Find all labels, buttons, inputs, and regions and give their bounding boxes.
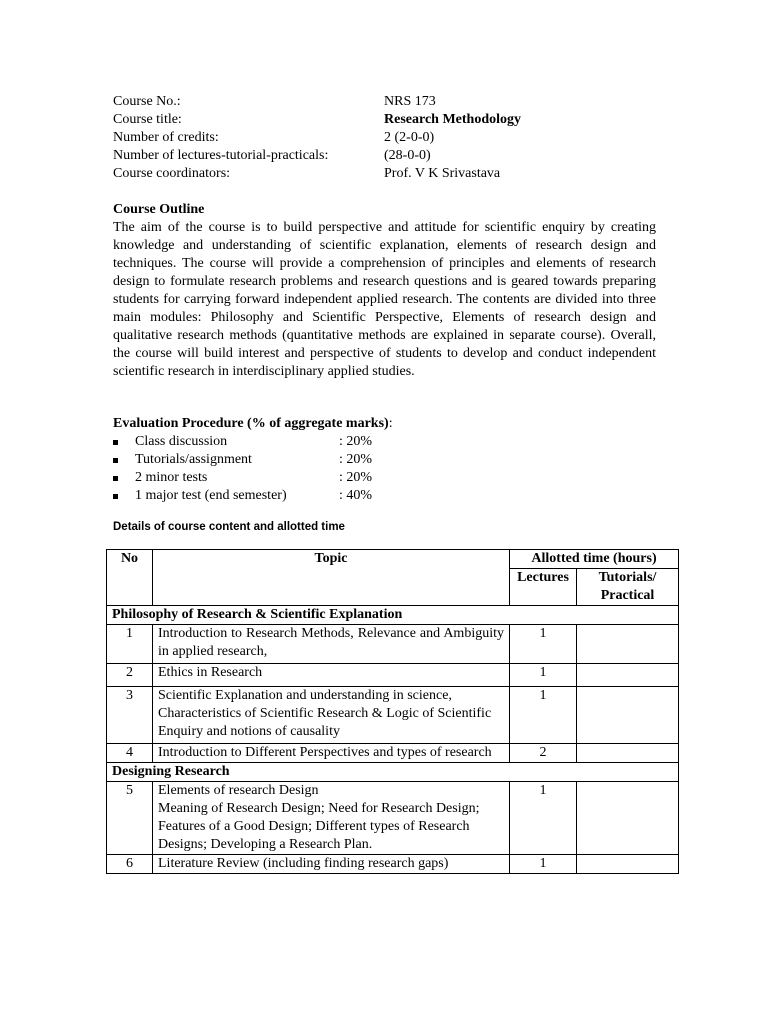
row-lectures: 1 <box>510 664 577 687</box>
coordinators-value: Prof. V K Srivastava <box>384 166 501 181</box>
credits-row <box>113 129 673 147</box>
course-title-label: Course title: <box>113 112 182 127</box>
row-tutorials <box>577 782 679 855</box>
lectures-row <box>113 147 673 165</box>
details-heading: Details of course content and allotted time <box>113 521 345 533</box>
row-tutorials <box>577 664 679 687</box>
row-lectures: 1 <box>510 855 577 874</box>
table-row <box>107 625 679 664</box>
row-topic: Scientific Explanation and understanding in science, Characteristics of Scientific Research & Logic of Scientific Enquiry and notions of causality <box>153 687 510 744</box>
row-number: 5 <box>107 782 153 855</box>
evaluation-item <box>113 451 413 469</box>
row-lectures: 1 <box>510 625 577 664</box>
table-row <box>107 855 679 874</box>
course-number-row <box>113 93 673 111</box>
square-bullet-icon <box>113 476 118 481</box>
credits-value: 2 (2-0-0) <box>384 130 435 145</box>
row-topic-title: Elements of research Design <box>158 783 319 798</box>
course-title-value: Research Methodology <box>384 112 521 127</box>
lectures-label: Number of lectures-tutorial-practicals: <box>113 148 329 163</box>
table-header-row <box>107 550 679 569</box>
row-lectures: 1 <box>510 687 577 744</box>
row-topic: Literature Review (including finding research gaps) <box>153 855 510 874</box>
square-bullet-icon <box>113 494 118 499</box>
lectures-value: (28-0-0) <box>384 148 431 163</box>
header-allotted-time: Allotted time (hours) <box>510 550 679 569</box>
section-title: Philosophy of Research & Scientific Explanation <box>107 606 679 625</box>
evaluation-list <box>113 433 413 505</box>
evaluation-item-value: : 20% <box>339 434 373 449</box>
course-info <box>113 93 673 183</box>
course-content-table <box>106 549 679 874</box>
evaluation-heading-text: Evaluation Procedure (% of aggregate marks) <box>113 416 389 431</box>
row-tutorials <box>577 687 679 744</box>
row-lectures: 1 <box>510 782 577 855</box>
table-row <box>107 664 679 687</box>
header-topic: Topic <box>153 550 510 606</box>
evaluation-item-label: Tutorials/assignment <box>135 452 252 467</box>
header-tutorials: Tutorials/ Practical <box>577 569 679 606</box>
evaluation-item <box>113 487 413 505</box>
evaluation-item-value: : 20% <box>339 470 373 485</box>
row-number: 3 <box>107 687 153 744</box>
row-number: 2 <box>107 664 153 687</box>
section-title: Designing Research <box>107 763 679 782</box>
row-topic <box>153 782 510 855</box>
row-topic: Ethics in Research <box>153 664 510 687</box>
square-bullet-icon <box>113 440 118 445</box>
evaluation-item-value: : 20% <box>339 452 373 467</box>
square-bullet-icon <box>113 458 118 463</box>
coordinators-row <box>113 165 673 183</box>
row-tutorials <box>577 855 679 874</box>
evaluation-heading <box>113 415 393 433</box>
credits-label: Number of credits: <box>113 130 219 145</box>
evaluation-heading-colon: : <box>388 416 393 431</box>
course-number-label: Course No.: <box>113 94 181 109</box>
course-title-row <box>113 111 673 129</box>
course-number-value: NRS 173 <box>384 94 436 109</box>
section-row <box>107 606 679 625</box>
course-outline-text: The aim of the course is to build perspective and attitude for scientific enquiry by creating knowledge and understanding of scientific explanation, elements of research design and techniques. The course will provide a comprehension of principles and elements of research design to formulate research problems and research questions and is geared towards preparing students for carrying forward independent applied research. The contents are divided into three main modules: Philosophy and Scientific Perspective, Elements of research design and qualitative research methods (quantitative methods are explained in separate course). Overall, the course will build interest and perspective of students to develop and conduct independent scientific research in interdisciplinary applied studies. <box>113 220 656 379</box>
course-outline-heading: Course Outline <box>113 202 205 217</box>
section-row <box>107 763 679 782</box>
table-row <box>107 687 679 744</box>
coordinators-label: Course coordinators: <box>113 166 231 181</box>
evaluation-item-label: 1 major test (end semester) <box>135 488 287 503</box>
row-lectures: 2 <box>510 744 577 763</box>
row-number: 4 <box>107 744 153 763</box>
evaluation-item-label: Class discussion <box>135 434 228 449</box>
row-tutorials <box>577 744 679 763</box>
row-topic: Introduction to Different Perspectives and types of research <box>153 744 510 763</box>
evaluation-item <box>113 469 413 487</box>
row-topic: Introduction to Research Methods, Relevance and Ambiguity in applied research, <box>153 625 510 664</box>
table-row <box>107 744 679 763</box>
row-number: 1 <box>107 625 153 664</box>
evaluation-item-label: 2 minor tests <box>135 470 208 485</box>
row-tutorials <box>577 625 679 664</box>
row-number: 6 <box>107 855 153 874</box>
table-row <box>107 782 679 855</box>
row-topic-detail: Meaning of Research Design; Need for Research Design; Features of a Good Design; Different types of Research Designs; Developing a Research Plan. <box>158 801 480 852</box>
evaluation-item-value: : 40% <box>339 488 373 503</box>
evaluation-item <box>113 433 413 451</box>
header-no: No <box>107 550 153 606</box>
header-lectures: Lectures <box>510 569 577 606</box>
